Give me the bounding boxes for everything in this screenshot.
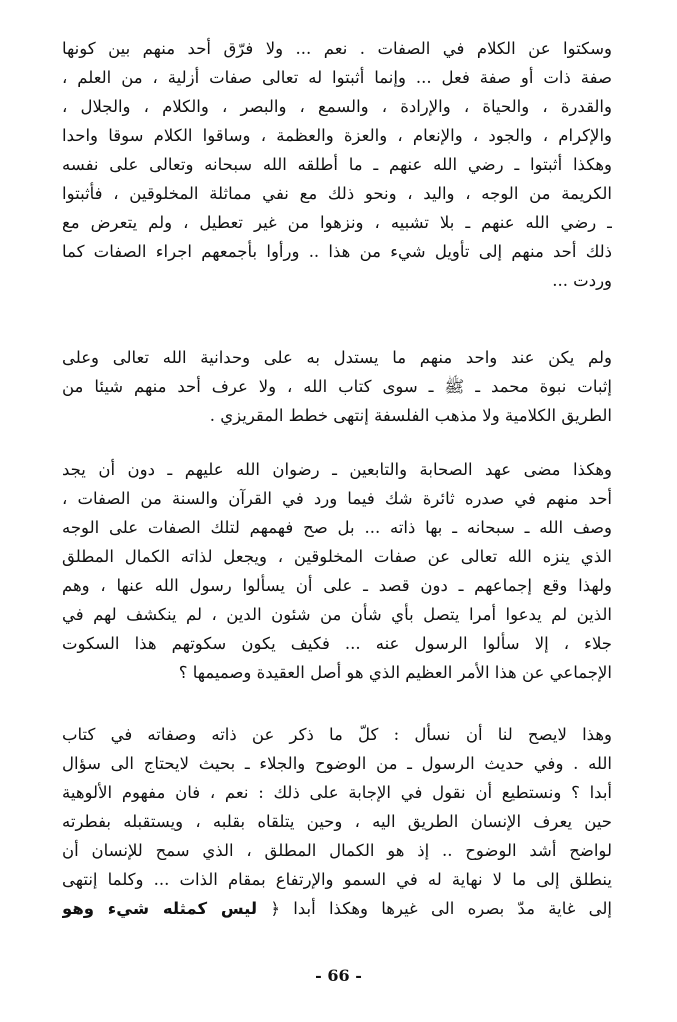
text-line: والقدرة ، والحياة ، والإرادة ، والسمع ، والبصر ، والكلام ، والجلال ، xyxy=(62,97,612,116)
text-line: الذي ينزه الله تعالى عن صفات المخلوقين ، ويجعل لذاته الكمال المطلق xyxy=(62,547,612,566)
text-line: وهكذا مضى عهد الصحابة والتابعين ـ رضوان الله عليهم ـ دون أن يجد xyxy=(62,460,612,479)
text-line: ذلك أحد منهم إلى تأويل شيء من هذا .. ورأوا بأجمعهم اجراء الصفات كما xyxy=(62,242,612,261)
text-line: أحد منهم في صدره ثائرة شك فيما ورد في القرآن والسنة من الصفات ، xyxy=(62,489,612,508)
text-line: الله . وفي حديث الرسول ـ من الوضوح والجلاء ـ بحيث لايحتاج الى سؤال xyxy=(62,754,612,773)
text-line: إثبات نبوة محمد ـ ﷺ ـ سوى كتاب الله ، ولا عرف أحد منهم شيئا من xyxy=(62,377,612,396)
text-line: وهذا لايصح لنا أن نسأل : كلّ ما ذكر عن ذاته وصفاته في كتاب xyxy=(62,725,612,744)
text-line: والإكرام ، والجود ، والإنعام ، والعزة والعظمة ، وساقوا الكلام سوقا واحدا xyxy=(62,126,612,145)
text-line: ينطلق إلى ما لا نهاية له في السمو والإرتفاع بمقام الذات ... وكلما إنتهى xyxy=(62,870,612,889)
text-line: لواضح أشد الوضوح .. إذ هو الكمال المطلق ، الذي سمح للإنسان أن xyxy=(62,841,612,860)
text-line: ولم يكن عند واحد منهم ما يستدل به على وحدانية الله تعالى وعلى xyxy=(62,348,612,367)
text-line: الذين لم يدعوا أمرا يتصل بأي شأن من شئون الدين ، لم ينكشف لهم في xyxy=(62,605,612,624)
text-line: الإجماعي عن هذا الأمر العظيم الذي هو أصل العقيدة وصميمها ؟ xyxy=(178,663,612,682)
quran-fragment: ليس كمثله شيء وهو xyxy=(62,899,258,918)
paragraph-2 xyxy=(62,343,612,430)
text-line: ولهذا وقع إجماعهم ـ دون قصد ـ على أن يسألوا رسول الله عنها ، وهم xyxy=(62,576,612,595)
text-line: الكريمة من الوجه ، واليد ، ونحو ذلك مع نفي مماثلة المخلوقين ، فأثبتوا xyxy=(62,184,612,203)
text-line: ـ رضي الله عنهم ـ بلا تشبيه ، ونزهوا من غير تعطيل ، ولم يتعرض مع xyxy=(62,213,612,232)
paragraph-4 xyxy=(62,720,612,923)
text-line-body: إلى غاية مدّ بصره الى غيرها وهكذا أبدا ﴿ xyxy=(270,899,612,918)
text-line: حين يعرف الإنسان الطريق اليه ، وحين يتلقاه بقلبه ، ويستقبله بفطرته xyxy=(62,812,612,831)
paragraph-1 xyxy=(62,34,612,295)
text-line: وردت ... xyxy=(552,271,612,290)
text-line: جلاء ، إلا سألوا الرسول عنه ... فكيف يكون سكوتهم هذا السكوت xyxy=(62,634,612,653)
page-number: - 66 - xyxy=(315,966,362,985)
text-line xyxy=(62,894,612,923)
text-line: أبدا ؟ ونستطيع أن نقول في الإجابة على ذلك : نعم ، فان مفهوم الألوهية xyxy=(62,783,612,802)
paragraph-3 xyxy=(62,455,612,687)
text-line: صفة ذات أو صفة فعل ... وإنما أثبتوا له تعالى صفات أزلية ، من العلم ، xyxy=(62,68,612,87)
text-line: وهكذا أثبتوا ـ رضي الله عنهم ـ ما أطلقه الله سبحانه وتعالى على نفسه xyxy=(62,155,612,174)
text-line: وسكتوا عن الكلام في الصفات . نعم ... ولا فرّق أحد منهم بين كونها xyxy=(62,39,612,58)
text-line: الطريق الكلامية ولا مذهب الفلسفة إنتهى خطط المقريزي . xyxy=(209,406,612,425)
text-line: وصف الله ـ سبحانه ـ بها ذاته ... بل صح فهمهم لتلك الصفات على الوجه xyxy=(62,518,612,537)
